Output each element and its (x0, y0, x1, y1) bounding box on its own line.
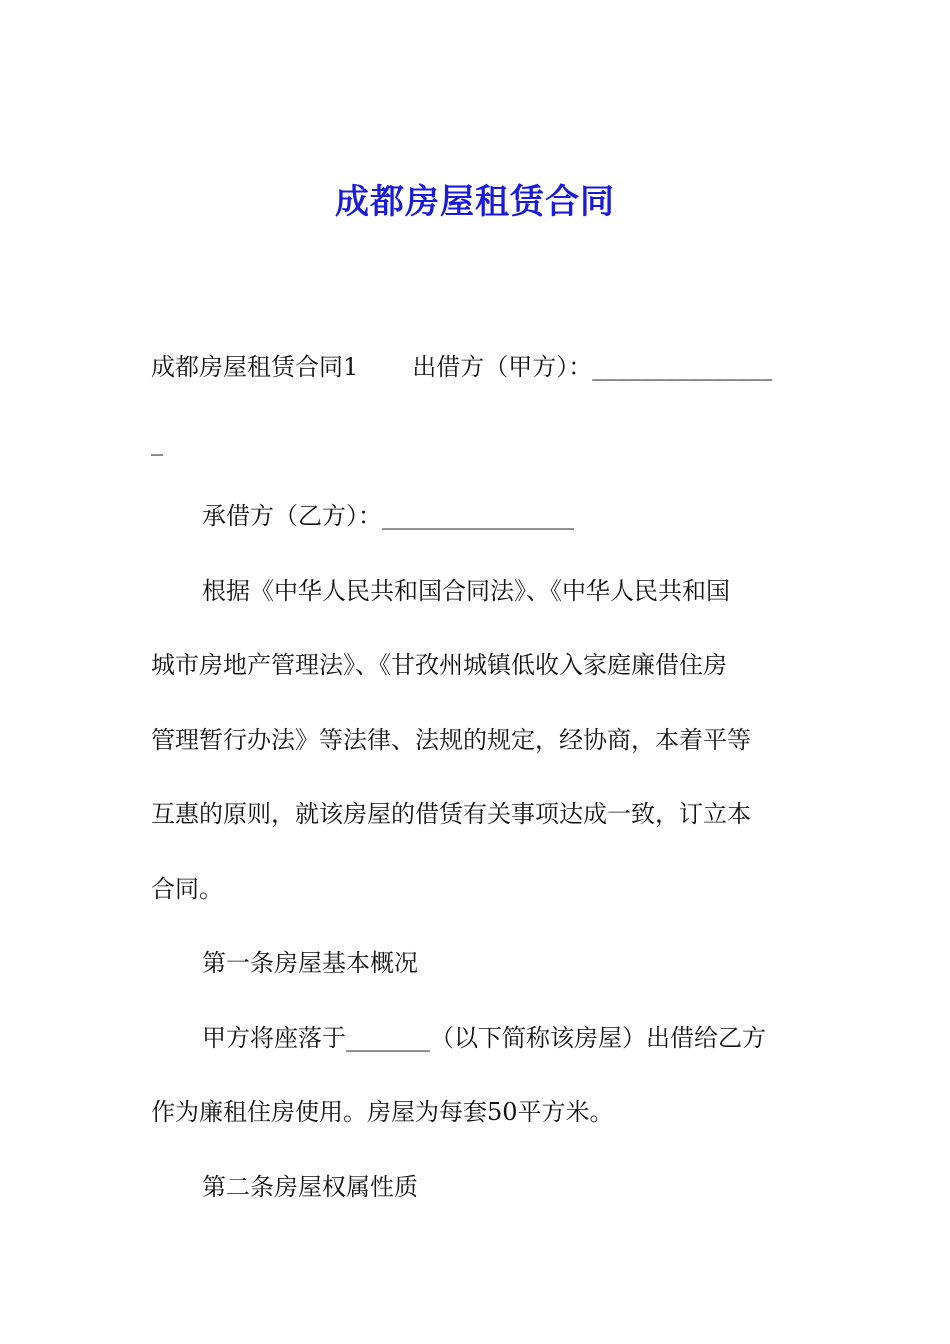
preamble-line: 城市房地产管理法》、《甘孜州城镇低收入家庭廉借住房 (151, 651, 727, 679)
preamble-line: 根据《中华人民共和国合同法》、《中华人民共和国 (202, 576, 730, 605)
document-title: 成都房屋租赁合同 (335, 182, 615, 222)
article1-line: 甲方将座落于_______（以下简称该房屋）出借给乙方 (202, 1023, 766, 1052)
lessor-label: 出借方（甲方）： (412, 353, 593, 381)
lessor-blank-wrap: _ (151, 427, 163, 456)
preamble-paragraph (151, 554, 801, 927)
article1-line: 作为廉租住房使用。房屋为每套50平方米。 (151, 1098, 614, 1126)
lessor-blank: _______________ (592, 353, 773, 381)
article1-paragraph (151, 1001, 801, 1150)
lessee-blank: ________________ (382, 502, 574, 530)
preamble-line: 互惠的原则，就该房屋的借赁有关事项达成一致，订立本 (151, 800, 751, 828)
article1-heading: 第一条房屋基本概况 (202, 949, 418, 977)
lessee-label: 承借方（乙方）： (202, 502, 382, 530)
contract-subtitle: 成都房屋租赁合同1 (151, 353, 359, 381)
article2-heading: 第二条房屋权属性质 (202, 1172, 418, 1201)
header-line (151, 330, 801, 405)
preamble-line: 管理暂行办法》等法律、法规的规定，经协商，本着平等 (151, 725, 751, 754)
lessee-line (151, 479, 801, 554)
preamble-line: 合同。 (151, 874, 223, 903)
lessor-blank-wrap-line (151, 405, 801, 480)
document-body (151, 330, 801, 1224)
